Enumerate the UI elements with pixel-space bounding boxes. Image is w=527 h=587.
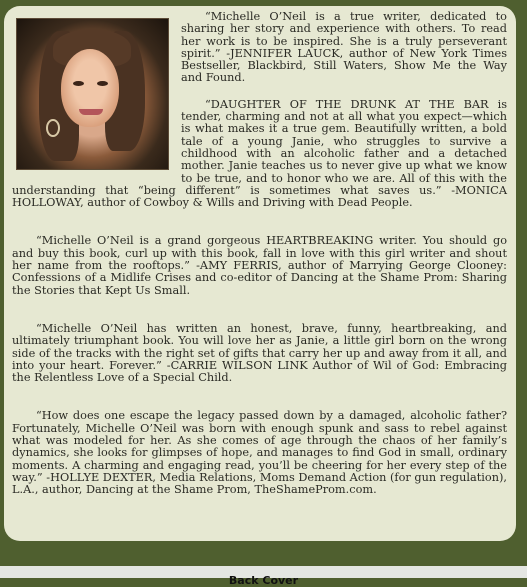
quote-amy-ferris: “Michelle O’Neil is a grand gorgeous HEARTBREAKING writer. You should go and buy this book, curl up with this book, fall in love with this girl writer and shout her name from the rooftops.” -AMY FERRIS, author of Marrying George Clooney: Confessions of a Midlife Crises and co-editor of Dancing at the Shame Prom: Sharing the Stories that Kept Us Small. [12,234,507,297]
quote-hollye-dexter: “How does one escape the legacy passed down by a damaged, alcoholic father? Fortunately, Michelle O’Neil was born with enough spunk and sass to rebel against what was modeled for her. As she comes of age through the chaos of her family’s dynamics, she looks for glimpses of hope, and manages to find God in small, ordinary moments. A charming and engaging read, you’ll be cheering for her every step of the way.” -HOLLYE DEXTER, Media Relations, Moms Demand Action (for gun regulation), L.A., author, Dancing at the Shame Prom, TheShameProm.com. [12,409,507,497]
back-cover-card [4,6,516,541]
author-photo [16,18,169,170]
page-label-bar [0,566,527,587]
page-label: Back Cover [228,574,299,587]
quote-jennifer-lauck: “Michelle O’Neil is a true writer, dedicated to sharing her story and experience with others. To read her work is to be inspired. She is a truly perseverant spirit.” -JENNIFER LAUCK, author of New York Times Bestseller, Blackbird, Still Waters, Show Me the Way and Found. [181,10,507,85]
quote-monica-holloway: “DAUGHTER OF THE DRUNK AT THE BAR is tender, charming and not at all what you expect—which is what makes it a true gem. Beautifully written, a bold tale of a young Janie, who struggles to survive a childhood with an alcoholic father and a detached mother. Janie teaches us to never give up what we know to be true, and to honor who we are. All of this with the understanding that “being different” is sometimes what saves us.” -MONICA HOLLOWAY, author of Cowboy & Wills and Driving with Dead People. [12,97,507,210]
quote-carrie-wilson-link: “Michelle O’Neil has written an honest, brave, funny, heartbreaking, and ultimately triumphant book. You will love her as Janie, a little girl born on the wrong side of the tracks with the right set of gifts that carry her up and away from it all, and into your heart. Forever.” -CARRIE WILSON LINK Author of Wil of God: Embracing the Relentless Love of a Special Child. [12,321,507,385]
